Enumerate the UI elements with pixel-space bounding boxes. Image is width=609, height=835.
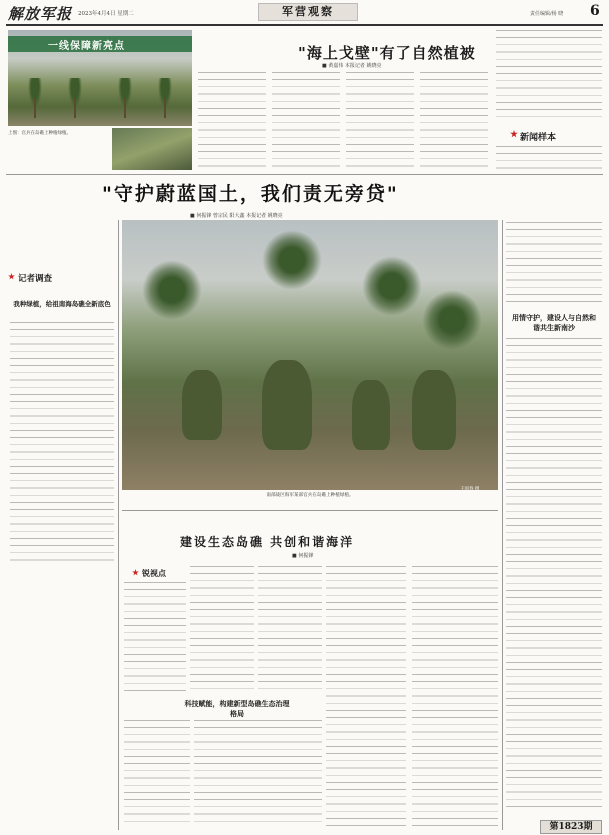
story1-headline: "海上戈壁"有了自然植被 xyxy=(298,44,476,62)
sidebar-body xyxy=(124,582,186,692)
divider xyxy=(6,174,603,175)
editor-credit: 责任编辑/杨 晓 xyxy=(530,11,564,17)
sidebar-label: 锐视点 xyxy=(142,568,166,578)
story3-column-3 xyxy=(326,566,406,828)
right-column-title: 用情守护，建设人与自然和谐共生新南沙 xyxy=(512,313,596,332)
science-subhead: 科技赋能，构建新型岛礁生态治理格局 xyxy=(184,699,290,718)
tree-trunk xyxy=(34,98,36,118)
star-icon xyxy=(132,569,139,576)
star-icon xyxy=(8,273,15,280)
soldier-figure xyxy=(182,370,222,440)
divider xyxy=(122,510,498,511)
palm-tree-icon xyxy=(362,256,422,316)
palm-tree-icon xyxy=(422,290,482,350)
newspaper-logo: 解放军报 xyxy=(8,5,73,23)
news-review-title: 新闻样本 xyxy=(520,133,557,143)
story1-column-1 xyxy=(198,72,266,172)
story1-byline: ■ 黄嘉伟 本报记者 姚晓亮 xyxy=(322,63,382,69)
dateline: 2023年4月4日 星期二 xyxy=(78,11,134,17)
soldier-figure xyxy=(352,380,390,450)
masthead xyxy=(0,0,609,26)
column-divider xyxy=(502,220,503,830)
masthead-rule xyxy=(6,24,603,26)
story1-column-2 xyxy=(272,72,340,172)
reporter-section-label: 记者调查 xyxy=(18,274,53,284)
soldier-figure xyxy=(412,370,456,450)
palm-tree-icon xyxy=(142,260,202,320)
tree-trunk xyxy=(74,98,76,118)
photo-banner-text: 一线保障新亮点 xyxy=(48,41,125,52)
story1-column-3 xyxy=(346,72,414,172)
story3-column-1 xyxy=(190,566,254,694)
story3-headline: 建设生态岛礁 共创和谐海洋 xyxy=(180,535,355,549)
right-column-intro xyxy=(506,222,602,302)
main-photo-caption: 南部战区海军某部官兵在岛礁上种植绿植。 xyxy=(266,493,354,498)
photo-credit: 王国春 摄 xyxy=(460,487,480,492)
story3-byline: ■ 何振锋 xyxy=(292,553,314,559)
right-column-body xyxy=(506,338,602,808)
tree-trunk xyxy=(124,98,126,118)
column-divider xyxy=(118,220,119,830)
tree-trunk xyxy=(164,98,166,118)
star-icon xyxy=(510,130,518,138)
palm-tree-icon xyxy=(262,230,322,290)
top-photo-caption: 上图：官兵在岛礁上种植绿植。 xyxy=(8,131,71,136)
story3-column-6 xyxy=(194,720,322,828)
top-photo xyxy=(8,30,192,126)
reporter-subhead: 我种绿植，给祖南海岛礁全新底色 xyxy=(13,300,111,308)
story3-column-2 xyxy=(258,566,322,694)
reporter-body xyxy=(10,322,114,562)
main-photo xyxy=(122,220,498,490)
issue-number: 第1823期 xyxy=(540,820,602,834)
page-number: 6 xyxy=(590,3,600,19)
news-review-text xyxy=(496,146,602,172)
main-byline: ■ 何振锋 曾宗民 阳大鑫 本报记者 姚晓亮 xyxy=(190,213,283,219)
section-title: 军营观察 xyxy=(258,3,358,21)
story1-column-4 xyxy=(420,72,488,172)
soldier-figure xyxy=(262,360,312,450)
main-headline: "守护蔚蓝国土，我们责无旁贷" xyxy=(102,183,399,205)
story3-column-5 xyxy=(124,720,190,828)
inset-photo xyxy=(112,128,192,170)
story3-column-4 xyxy=(412,566,498,828)
story1-column-5 xyxy=(496,30,602,122)
